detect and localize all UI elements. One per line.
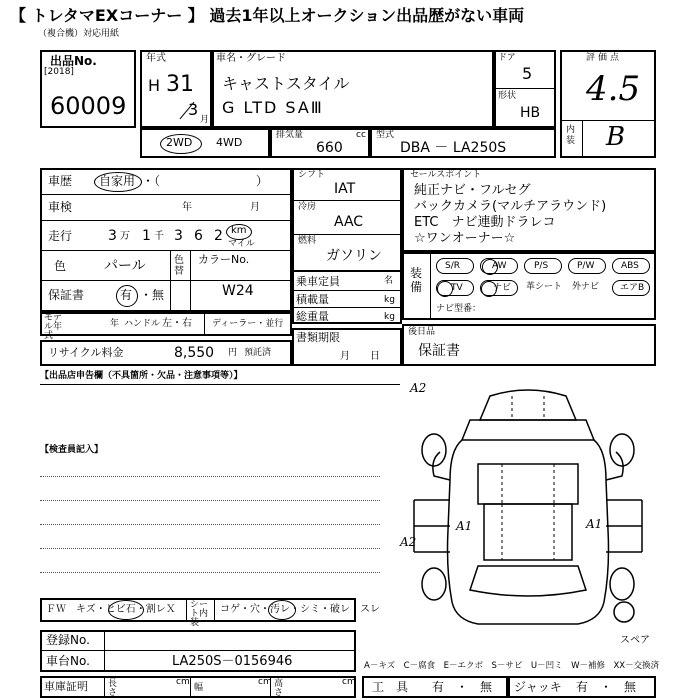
inspector-note-label: 【検査員記入】 bbox=[40, 445, 104, 455]
load-label: 積載量 bbox=[296, 293, 329, 306]
equip-ps: P/S bbox=[524, 258, 562, 274]
doors-label: ドア bbox=[498, 53, 516, 63]
mileage-u1: 万 bbox=[120, 231, 130, 242]
cert-cm-2: cm bbox=[258, 677, 272, 687]
displacement-value: 660 bbox=[316, 140, 343, 156]
banner: 【 トレタマEXコーナー 】 過去1年以上オークション出品歴がない車両 bbox=[10, 6, 525, 25]
equip-airbag: エアB bbox=[612, 280, 650, 296]
equip-s-r: S/R bbox=[436, 258, 474, 274]
interior-label: 内装 bbox=[566, 125, 576, 146]
aircon-label: 冷房 bbox=[298, 202, 317, 212]
handle-value: 左・右 bbox=[162, 318, 192, 329]
color-change-label: 色替 bbox=[174, 255, 184, 277]
cert-cm-1: cm bbox=[176, 677, 190, 687]
navi-model-label: ナビ型番： bbox=[436, 304, 482, 314]
color-no-label: カラーNo. bbox=[198, 253, 250, 266]
mileage-d1: 3 bbox=[108, 228, 117, 244]
equipment-label: 装備 bbox=[410, 266, 423, 294]
mileage-mile: マイル bbox=[228, 239, 255, 249]
mileage-label: 走行 bbox=[48, 229, 73, 243]
body-shape-label: 形状 bbox=[498, 91, 517, 101]
tools-label: 工 具 bbox=[372, 680, 409, 694]
body-shape-value: HB bbox=[520, 105, 541, 121]
seller-report-label: 【出品店申告欄（不具箇所・欠品・注意事項等）】 bbox=[40, 371, 243, 381]
shift-label: シフト bbox=[298, 170, 326, 180]
history-value: 自家用 bbox=[99, 174, 136, 188]
mark-a1-left: A1 bbox=[456, 519, 473, 533]
color-label: 色 bbox=[54, 259, 67, 273]
spare-label: スペア bbox=[620, 635, 650, 646]
model-year-value: 31 bbox=[166, 72, 194, 97]
mark-a1-right: A1 bbox=[586, 517, 603, 531]
aircon-value: AAC bbox=[334, 214, 364, 230]
after-docs-label: 後日品 bbox=[408, 327, 436, 337]
equip-tv: TV bbox=[436, 280, 474, 296]
model-code-value: DBA － LA250S bbox=[400, 140, 507, 156]
color-no-value: W24 bbox=[222, 283, 254, 299]
mileage-d4: 6 bbox=[194, 228, 203, 244]
sub-note: （複合機）対応用紙 bbox=[38, 29, 120, 39]
fuel-value: ガソリン bbox=[326, 248, 382, 264]
mileage-d5: 2 bbox=[214, 228, 223, 244]
history-label: 車歴 bbox=[48, 174, 73, 188]
inspection-month: 月 bbox=[250, 202, 260, 213]
warranty-no: ・無 bbox=[140, 288, 165, 302]
score-value: 4.5 bbox=[586, 69, 641, 109]
model-year-label: 年式 bbox=[146, 53, 166, 64]
inspection-label: 車検 bbox=[48, 200, 73, 214]
gross-label: 総重量 bbox=[296, 310, 329, 323]
mileage-d2: 1 bbox=[142, 228, 151, 244]
shift-value: IAT bbox=[334, 181, 356, 197]
car-damage-diagram bbox=[400, 380, 656, 644]
jack-value: 有 ・ 無 bbox=[576, 680, 637, 694]
model-code-label: 型式 bbox=[376, 130, 395, 140]
interior-value: B bbox=[606, 122, 626, 152]
seat-label: シート内装 bbox=[190, 600, 209, 628]
model-month-unit: 月 bbox=[200, 115, 210, 125]
era: H bbox=[148, 76, 161, 95]
cert-long: 長さ bbox=[108, 679, 118, 698]
warranty-yes: 有 bbox=[120, 288, 133, 302]
mileage-u2: 千 bbox=[154, 231, 164, 242]
equip-navi: ナビ bbox=[480, 280, 518, 296]
after-docs-value: 保証書 bbox=[418, 343, 460, 359]
capacity-unit: 名 bbox=[384, 276, 394, 286]
chassis-value: LA250S－0156946 bbox=[172, 654, 293, 669]
model-month-value: 3 bbox=[188, 100, 199, 119]
drive-4wd: 4WD bbox=[216, 136, 243, 149]
lot-number: 60009 bbox=[50, 92, 127, 120]
equip-abs: ABS bbox=[612, 258, 650, 274]
color-value: パール bbox=[104, 258, 146, 274]
history-rest: ・（ ） bbox=[142, 174, 269, 188]
car-name-label: 車名・グレード bbox=[216, 53, 286, 64]
model-change-year: 年 bbox=[110, 319, 120, 329]
recycle-note: 預託済 bbox=[244, 348, 272, 358]
equip-ext-navi: 外ナビ bbox=[572, 282, 600, 292]
equip-aw: AW bbox=[480, 258, 518, 274]
cert-height: 高さ bbox=[274, 679, 284, 698]
score-label: 評価点 bbox=[586, 53, 623, 63]
capacity-label: 乗車定員 bbox=[296, 275, 340, 288]
fuel-label: 燃料 bbox=[298, 236, 317, 246]
displacement-unit: cc bbox=[356, 130, 366, 140]
mileage-km: km bbox=[231, 225, 247, 236]
damage-legend: A－キズ C－腐食 E－エクボ S－サビ U－凹ミ W－補修 XX－交換済 bbox=[364, 661, 660, 671]
sales-point-line-3: ETC ナビ連動ドラレコ bbox=[414, 215, 556, 230]
sales-point-line-4: ☆ワンオーナー☆ bbox=[414, 231, 516, 246]
chassis-label: 車台No. bbox=[46, 654, 90, 668]
warranty-label: 保証書 bbox=[48, 288, 85, 302]
fw-label: ＦＷ bbox=[46, 604, 66, 615]
dealer-label: ディーラー・並行 bbox=[212, 319, 284, 329]
fw-text: キズ・ヒビ石・割レＸ bbox=[76, 604, 176, 615]
inspection-year: 年 bbox=[182, 202, 192, 213]
cert-label: 車庫証明 bbox=[44, 680, 88, 693]
drive-2wd: 2WD bbox=[166, 136, 193, 149]
seat-text: コゲ・穴・汚レ・シミ・破レ・スレ bbox=[220, 604, 380, 615]
registration-label: 登録No. bbox=[46, 633, 90, 647]
sales-point-label: セールスポイント bbox=[410, 170, 482, 180]
sales-point-line-1: 純正ナビ・フルセグ bbox=[414, 183, 531, 198]
load-unit: kg bbox=[384, 295, 395, 305]
cert-width: 幅 bbox=[194, 683, 204, 693]
sales-point-line-2: バックカメラ(マルチアラウンド) bbox=[414, 199, 607, 214]
recycle-label: リサイクル料金 bbox=[48, 346, 124, 359]
recycle-value: 8,550 bbox=[174, 345, 215, 361]
doors-value: 5 bbox=[522, 64, 533, 83]
tools-value: 有 ・ 無 bbox=[432, 680, 493, 694]
gross-unit: kg bbox=[384, 312, 395, 322]
mileage-d3: 3 bbox=[174, 228, 183, 244]
displacement-label: 排気量 bbox=[276, 130, 304, 140]
equip-leather: 革シート bbox=[526, 282, 563, 292]
mark-a2-left: A2 bbox=[400, 535, 417, 549]
car-grade: G LTD SAⅢ bbox=[222, 98, 324, 117]
cert-cm-3: cm bbox=[342, 677, 356, 687]
doc-deadline-unit: 月 日 bbox=[340, 351, 380, 362]
recycle-unit: 円 bbox=[228, 348, 238, 358]
lot-label: 出品No. bbox=[50, 54, 97, 68]
car-name: キャストスタイル bbox=[222, 74, 350, 93]
doc-deadline-label: 書類期限 bbox=[296, 331, 340, 344]
handle-label: ハンドル bbox=[124, 319, 161, 329]
model-change-label: モデル年式 bbox=[44, 313, 63, 341]
mark-a2-top: A2 bbox=[410, 381, 427, 395]
jack-label: ジャッキ bbox=[514, 680, 562, 694]
lot-year-stamp: [2018] bbox=[44, 67, 74, 77]
equip-pw: P/W bbox=[568, 258, 606, 274]
